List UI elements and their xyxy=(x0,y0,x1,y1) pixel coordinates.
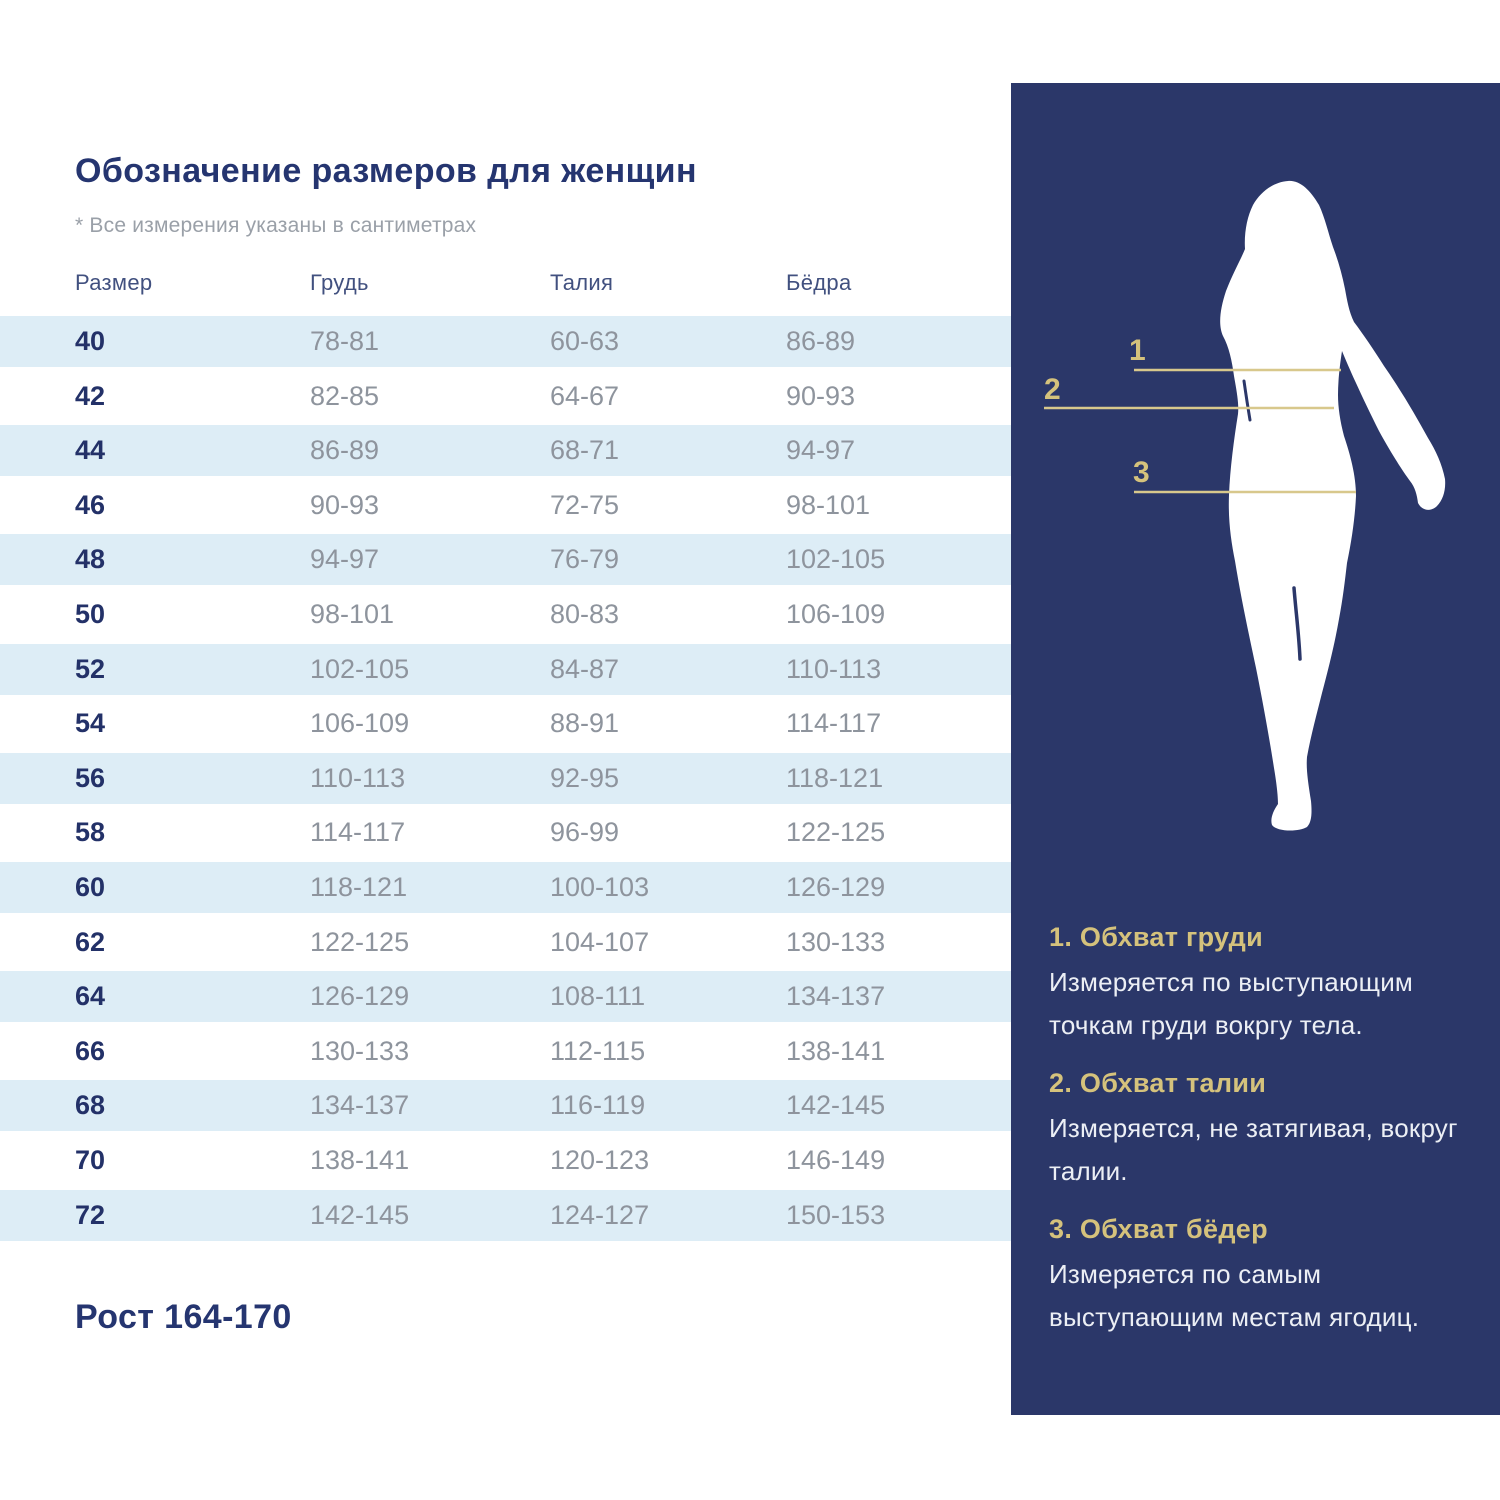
bust-marker-label: 1 xyxy=(1129,334,1146,367)
table-row xyxy=(0,644,1012,699)
table-row xyxy=(0,807,1012,862)
cell-waist: 108-111 xyxy=(550,981,646,1012)
cell-chest: 114-117 xyxy=(310,817,406,848)
size-table-body xyxy=(0,316,1012,1244)
cell-size: 68 xyxy=(75,1090,106,1121)
table-row xyxy=(0,917,1012,972)
cell-size: 62 xyxy=(75,926,106,957)
table-row xyxy=(0,589,1012,644)
cell-waist: 68-71 xyxy=(550,435,620,466)
cell-chest: 126-129 xyxy=(310,981,410,1012)
cell-waist: 100-103 xyxy=(550,871,650,902)
cell-chest: 86-89 xyxy=(310,435,380,466)
cell-size: 58 xyxy=(75,817,106,848)
cell-size: 44 xyxy=(75,435,106,466)
legend-title-hips: 3. Обхват бёдер xyxy=(1049,1214,1268,1244)
cell-chest: 90-93 xyxy=(310,489,380,520)
cell-chest: 122-125 xyxy=(310,926,410,957)
cell-chest: 130-133 xyxy=(310,1035,410,1066)
cell-size: 40 xyxy=(75,326,106,356)
column-header-size: Размер xyxy=(75,270,153,295)
measurement-panel xyxy=(1011,83,1500,1415)
cell-waist: 92-95 xyxy=(550,762,620,793)
cell-waist: 76-79 xyxy=(550,544,620,575)
cell-hips: 114-117 xyxy=(786,708,882,739)
page-title: Обозначение размеров для женщин xyxy=(75,152,697,190)
female-silhouette-icon xyxy=(1220,181,1445,831)
waist-marker-label: 2 xyxy=(1044,373,1061,406)
cell-waist: 116-119 xyxy=(550,1090,646,1121)
cell-chest: 142-145 xyxy=(310,1199,410,1230)
table-row xyxy=(0,480,1012,535)
legend-desc-waist: Измеряется, не затягивая, вокруг талии. xyxy=(1049,1113,1458,1186)
legend-item-bust xyxy=(1049,923,1469,1047)
cell-hips: 146-149 xyxy=(786,1144,886,1175)
cell-size: 66 xyxy=(75,1035,106,1066)
cell-waist: 64-67 xyxy=(550,380,620,411)
legend-title-waist: 2. Обхват талии xyxy=(1049,1068,1267,1098)
cell-hips: 130-133 xyxy=(786,926,886,957)
legend-item-waist xyxy=(1049,1069,1469,1193)
cell-chest: 138-141 xyxy=(310,1144,410,1175)
column-header-hips: Бёдра xyxy=(786,270,852,295)
column-header-waist: Талия xyxy=(550,270,614,295)
cell-hips: 122-125 xyxy=(786,817,886,848)
cell-size: 60 xyxy=(75,871,106,902)
table-row xyxy=(0,371,1012,426)
height-note: Рост 164-170 xyxy=(75,1298,292,1336)
cell-chest: 106-109 xyxy=(310,708,410,739)
cell-waist: 104-107 xyxy=(550,926,650,957)
measurement-legend xyxy=(1049,923,1469,1361)
cell-chest: 102-105 xyxy=(310,653,410,684)
cell-size: 50 xyxy=(75,598,106,629)
cell-hips: 102-105 xyxy=(786,544,886,575)
table-row xyxy=(0,1135,1012,1190)
cell-waist: 112-115 xyxy=(550,1035,646,1066)
legend-desc-bust: Измеряется по выступающим точкам груди вокргу тела. xyxy=(1049,967,1413,1040)
cell-hips: 86-89 xyxy=(786,326,856,356)
cell-hips: 142-145 xyxy=(786,1090,886,1121)
table-row xyxy=(0,862,1012,917)
table-row xyxy=(0,534,1012,589)
column-header-chest: Грудь xyxy=(310,270,369,295)
cell-hips: 98-101 xyxy=(786,489,871,520)
cell-chest: 78-81 xyxy=(310,326,380,356)
table-row xyxy=(0,753,1012,808)
cell-size: 52 xyxy=(75,653,106,684)
cell-size: 42 xyxy=(75,380,106,411)
cell-hips: 138-141 xyxy=(786,1035,886,1066)
cell-hips: 90-93 xyxy=(786,380,856,411)
legend-title-bust: 1. Обхват груди xyxy=(1049,922,1263,952)
cell-waist: 84-87 xyxy=(550,653,620,684)
cell-hips: 126-129 xyxy=(786,871,886,902)
units-note: * Все измерения указаны в сантиметрах xyxy=(75,214,477,237)
table-row xyxy=(0,1190,1012,1245)
cell-chest: 82-85 xyxy=(310,380,380,411)
legend-item-hips xyxy=(1049,1215,1469,1339)
cell-size: 64 xyxy=(75,981,106,1012)
cell-waist: 88-91 xyxy=(550,708,620,739)
cell-hips: 150-153 xyxy=(786,1199,886,1230)
cell-hips: 110-113 xyxy=(786,653,882,684)
cell-chest: 118-121 xyxy=(310,871,408,902)
table-row xyxy=(0,425,1012,480)
table-row xyxy=(0,1026,1012,1081)
cell-waist: 60-63 xyxy=(550,326,620,356)
cell-size: 54 xyxy=(75,708,106,739)
cell-chest: 110-113 xyxy=(310,762,406,793)
measurement-diagram xyxy=(1011,83,1500,883)
cell-hips: 94-97 xyxy=(786,435,856,466)
cell-chest: 134-137 xyxy=(310,1090,410,1121)
table-row xyxy=(0,698,1012,753)
legend-desc-hips: Измеряется по самым выступающим местам ягодиц. xyxy=(1049,1259,1420,1332)
table-row xyxy=(0,1080,1012,1135)
cell-hips: 118-121 xyxy=(786,762,884,793)
size-table-header xyxy=(0,270,1012,302)
cell-waist: 96-99 xyxy=(550,817,620,848)
table-row xyxy=(0,316,1012,371)
cell-chest: 98-101 xyxy=(310,598,395,629)
cell-hips: 134-137 xyxy=(786,981,886,1012)
cell-size: 72 xyxy=(75,1199,106,1230)
cell-waist: 72-75 xyxy=(550,489,620,520)
cell-waist: 80-83 xyxy=(550,598,620,629)
hips-marker-label: 3 xyxy=(1133,456,1150,489)
cell-size: 70 xyxy=(75,1144,106,1175)
cell-hips: 106-109 xyxy=(786,598,886,629)
cell-waist: 120-123 xyxy=(550,1144,650,1175)
cell-size: 56 xyxy=(75,762,106,793)
table-row xyxy=(0,971,1012,1026)
cell-size: 46 xyxy=(75,489,106,520)
cell-chest: 94-97 xyxy=(310,544,380,575)
cell-size: 48 xyxy=(75,544,106,575)
cell-waist: 124-127 xyxy=(550,1199,650,1230)
